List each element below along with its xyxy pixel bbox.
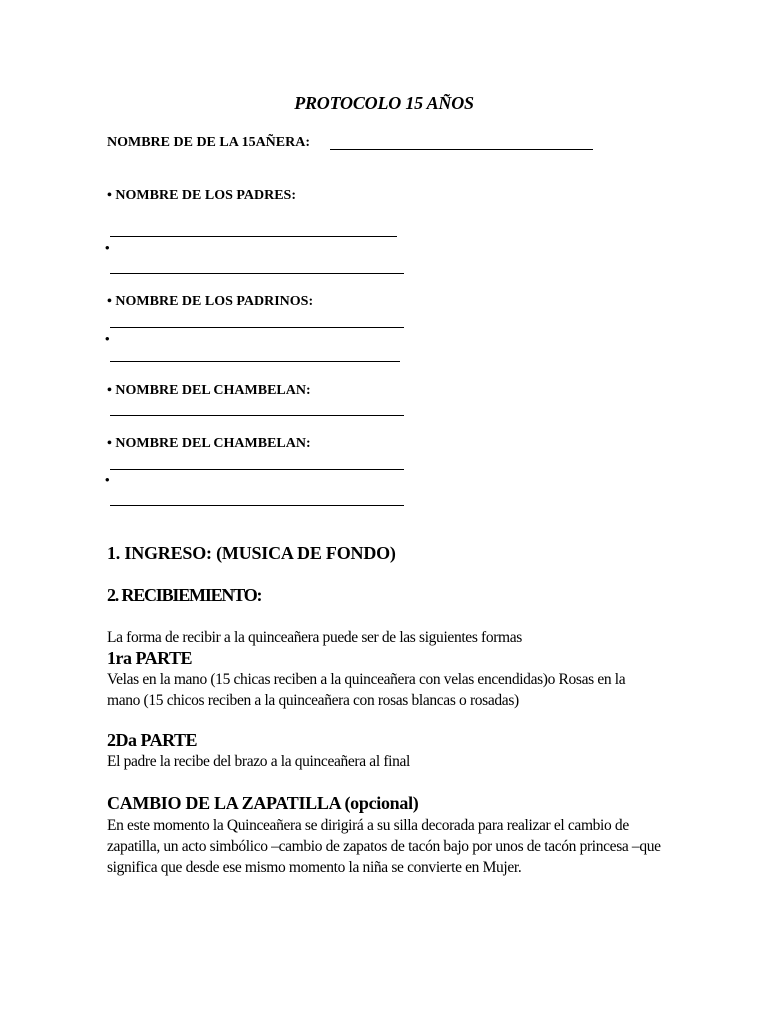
padres-line-1 — [110, 236, 397, 237]
cambio-heading: CAMBIO DE LA ZAPATILLA (opcional) — [107, 793, 419, 813]
recibimiento-intro: La forma de recibir a la quinceañera puede ser de las siguientes formas — [107, 629, 522, 646]
padres-label: • NOMBRE DE LOS PADRES: — [107, 188, 296, 203]
chambelan-2-label: • NOMBRE DEL CHAMBELAN: — [107, 436, 311, 451]
padrinos-label: • NOMBRE DE LOS PADRINOS: — [107, 294, 314, 309]
part1-heading: 1ra PARTE — [107, 648, 193, 668]
padres-bullet-2: • — [105, 240, 110, 255]
part1-text: Velas en la mano (15 chicas reciben a la quinceañera con velas encendidas)o Rosas en la mano (15 chicos reciben a la quinceañera con rosas blancas o rosadas) — [107, 671, 626, 709]
chambelan-2-bullet-2: • — [105, 472, 110, 487]
document-title: PROTOCOLO 15 AÑOS — [294, 93, 474, 113]
padrinos-line-1 — [110, 327, 404, 328]
part2-text: El padre la recibe del brazo a la quinceañera al final — [107, 753, 410, 770]
chambelan-2-line-1 — [110, 469, 404, 470]
quinceanera-name-label: NOMBRE DE DE LA 15AÑERA: — [107, 135, 311, 150]
quinceanera-name-line — [330, 149, 593, 150]
chambelan-1-line — [110, 415, 404, 416]
section-ingreso-heading: 1. INGRESO: (MUSICA DE FONDO) — [107, 543, 396, 563]
part2-heading: 2Da PARTE — [107, 730, 198, 750]
chambelan-1-label: • NOMBRE DEL CHAMBELAN: — [107, 383, 311, 398]
padres-line-2 — [110, 273, 404, 274]
padrinos-line-2 — [110, 361, 400, 362]
section-recibimiento-heading: 2. RECIBIEMIENTO: — [107, 585, 262, 605]
cambio-text: En este momento la Quinceañera se dirigirá a su silla decorada para realizar el cambio de zapatilla, un acto simbólico –cambio de zapatos de tacón bajo por unos de tacón princesa –que significa que desde ese mismo momento la niña se convierte en Mujer. — [107, 817, 661, 876]
padrinos-bullet-2: • — [105, 331, 110, 346]
chambelan-2-line-2 — [110, 505, 404, 506]
